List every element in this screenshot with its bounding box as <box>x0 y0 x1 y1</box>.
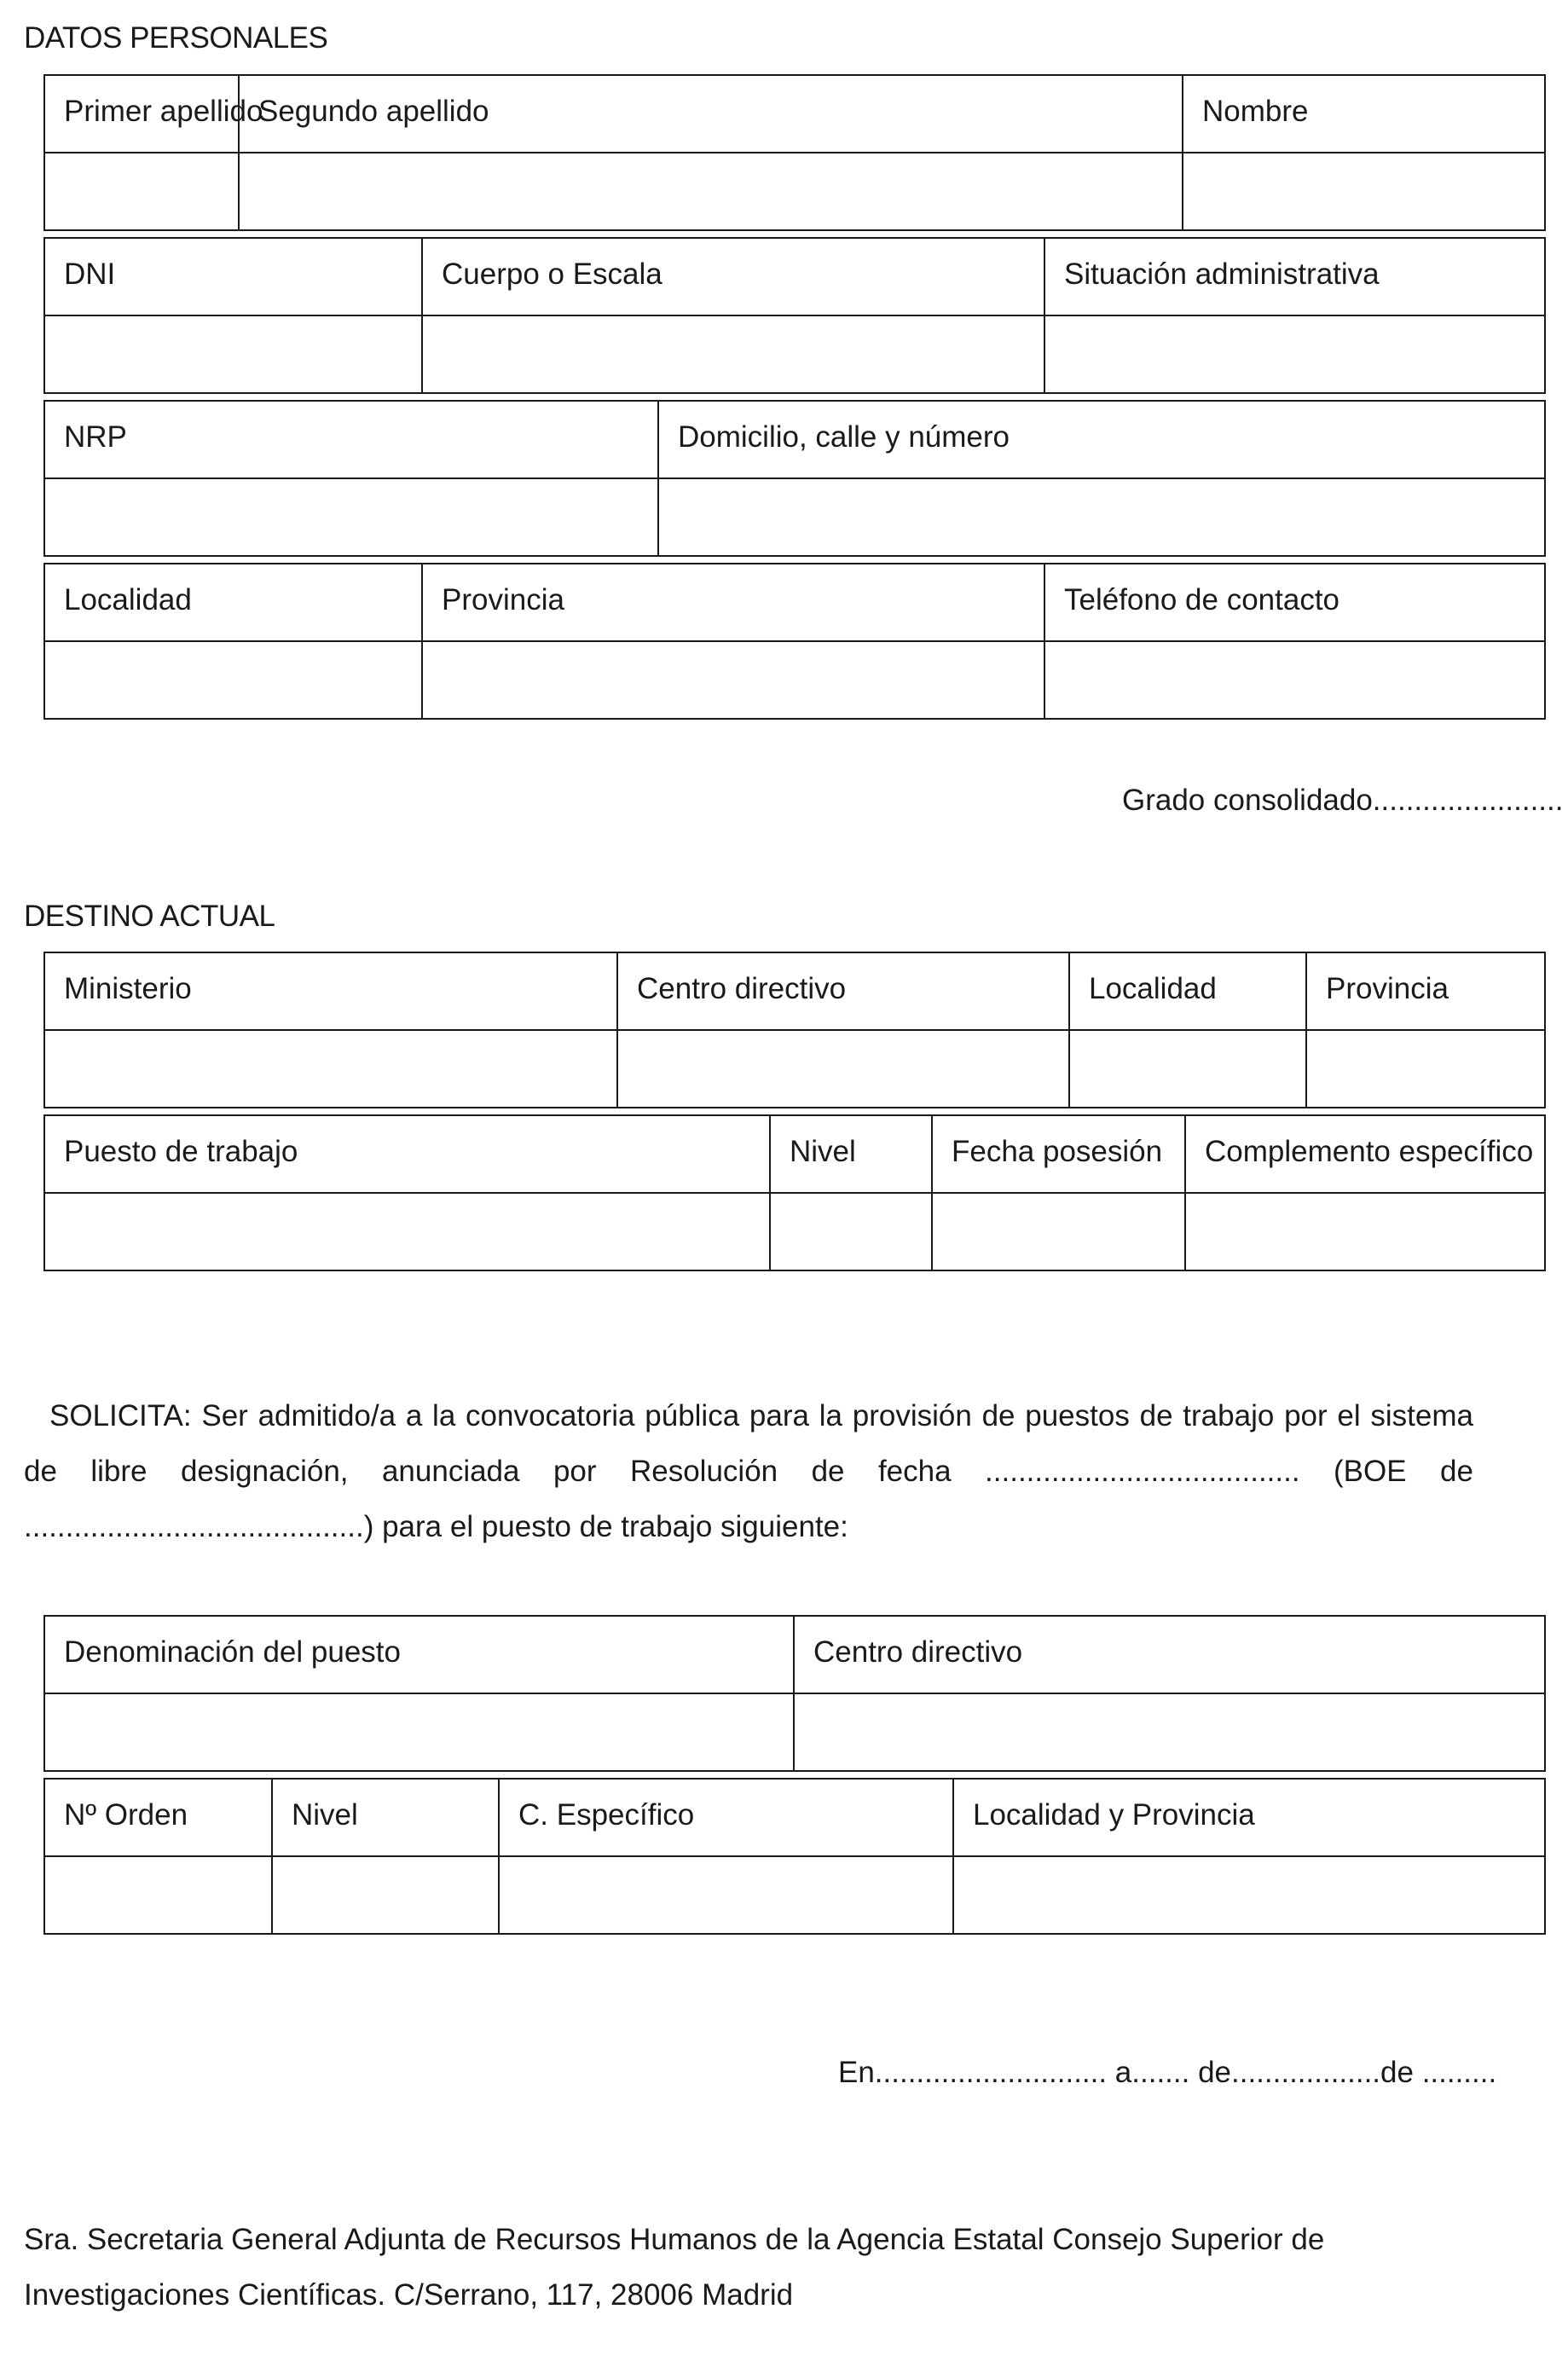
field-centro-directivo-solicitado[interactable] <box>794 1693 1545 1771</box>
field-localidad-destino[interactable] <box>1069 1030 1306 1108</box>
label-nivel: Nivel <box>770 1115 932 1193</box>
field-nivel[interactable] <box>770 1193 932 1270</box>
section-title-datos-personales: DATOS PERSONALES <box>24 21 328 55</box>
solicita-text-mid: (BOE de <box>1334 1455 1473 1488</box>
field-nombre[interactable] <box>1183 153 1545 230</box>
field-dni[interactable] <box>44 315 422 393</box>
datos-personales-table-4 <box>43 563 1546 720</box>
label-nombre: Nombre <box>1183 75 1545 153</box>
label-centro-directivo: Centro directivo <box>617 952 1069 1030</box>
fecha-resolucion-field[interactable]: ...................................... <box>985 1455 1300 1488</box>
destino-actual-table <box>43 952 1546 1108</box>
field-provincia-destino[interactable] <box>1306 1030 1545 1108</box>
field-fecha-posesion[interactable] <box>932 1193 1185 1270</box>
section-title-destino-actual: DESTINO ACTUAL <box>24 900 275 933</box>
label-nrp: NRP <box>44 401 658 478</box>
label-localidad: Localidad <box>44 564 422 641</box>
datos-personales-table-2 <box>43 237 1546 394</box>
field-ministerio[interactable] <box>44 1030 617 1108</box>
label-domicilio: Domicilio, calle y número <box>658 401 1545 478</box>
label-denominacion-puesto: Denominación del puesto <box>44 1616 794 1693</box>
field-nivel-solicitado[interactable] <box>272 1856 499 1934</box>
label-n-orden: Nº Orden <box>44 1779 272 1856</box>
field-localidad-provincia[interactable] <box>953 1856 1545 1934</box>
solicita-text-end: ) para el puesto de trabajo siguiente: <box>363 1510 848 1543</box>
field-situacion-administrativa[interactable] <box>1044 315 1545 393</box>
field-localidad[interactable] <box>44 641 422 719</box>
label-dni: DNI <box>44 238 422 315</box>
field-provincia[interactable] <box>422 641 1044 719</box>
field-segundo-apellido[interactable] <box>239 153 1183 230</box>
datos-personales-table <box>43 74 1546 231</box>
grado-consolidado-field[interactable]: Grado consolidado....................... <box>1122 784 1564 817</box>
puesto-solicitado-table <box>43 1615 1546 1772</box>
field-nrp[interactable] <box>44 478 658 556</box>
destino-actual-table-2 <box>43 1114 1546 1271</box>
label-primer-apellido: Primer apellido <box>44 75 239 153</box>
label-fecha-posesion: Fecha posesión <box>932 1115 1185 1193</box>
field-cuerpo-escala[interactable] <box>422 315 1044 393</box>
label-complemento-especifico: Complemento específico <box>1185 1115 1545 1193</box>
destinatario-text: Sra. Secretaria General Adjunta de Recursos Humanos de la Agencia Estatal Consejo Superior de Investigaciones Científicas. C/Serrano, 117, 28006 Madrid <box>24 2223 1325 2312</box>
field-denominacion-puesto[interactable] <box>44 1693 794 1771</box>
lugar-fecha-field[interactable]: En............................ a....... de..................de ......... <box>838 2056 1497 2089</box>
field-telefono[interactable] <box>1044 641 1545 719</box>
puesto-solicitado-table-2 <box>43 1778 1546 1935</box>
solicita-paragraph <box>24 1388 1473 1554</box>
datos-personales-table-3 <box>43 400 1546 557</box>
field-domicilio[interactable] <box>658 478 1545 556</box>
label-situacion-administrativa: Situación administrativa <box>1044 238 1545 315</box>
label-provincia-destino: Provincia <box>1306 952 1545 1030</box>
boe-field[interactable]: ......................................... <box>24 1510 364 1543</box>
solicita-text-start: SOLICITA: Ser admitido/a a la convocatoria pública para la provisión de puestos de trabajo por el sistema de libre designación, anunciada por Resolución de fecha <box>24 1399 1473 1488</box>
label-ministerio: Ministerio <box>44 952 617 1030</box>
label-cuerpo-escala: Cuerpo o Escala <box>422 238 1044 315</box>
label-nivel-solicitado: Nivel <box>272 1779 499 1856</box>
label-localidad-destino: Localidad <box>1069 952 1306 1030</box>
field-centro-directivo[interactable] <box>617 1030 1069 1108</box>
label-localidad-provincia: Localidad y Provincia <box>953 1779 1545 1856</box>
field-c-especifico[interactable] <box>499 1856 953 1934</box>
field-puesto-trabajo[interactable] <box>44 1193 770 1270</box>
label-puesto-trabajo: Puesto de trabajo <box>44 1115 770 1193</box>
label-centro-directivo-solicitado: Centro directivo <box>794 1616 1545 1693</box>
field-complemento-especifico[interactable] <box>1185 1193 1545 1270</box>
label-c-especifico: C. Específico <box>499 1779 953 1856</box>
label-telefono: Teléfono de contacto <box>1044 564 1545 641</box>
field-n-orden[interactable] <box>44 1856 272 1934</box>
label-segundo-apellido: Segundo apellido <box>239 75 1183 153</box>
field-primer-apellido[interactable] <box>44 153 239 230</box>
label-provincia: Provincia <box>422 564 1044 641</box>
